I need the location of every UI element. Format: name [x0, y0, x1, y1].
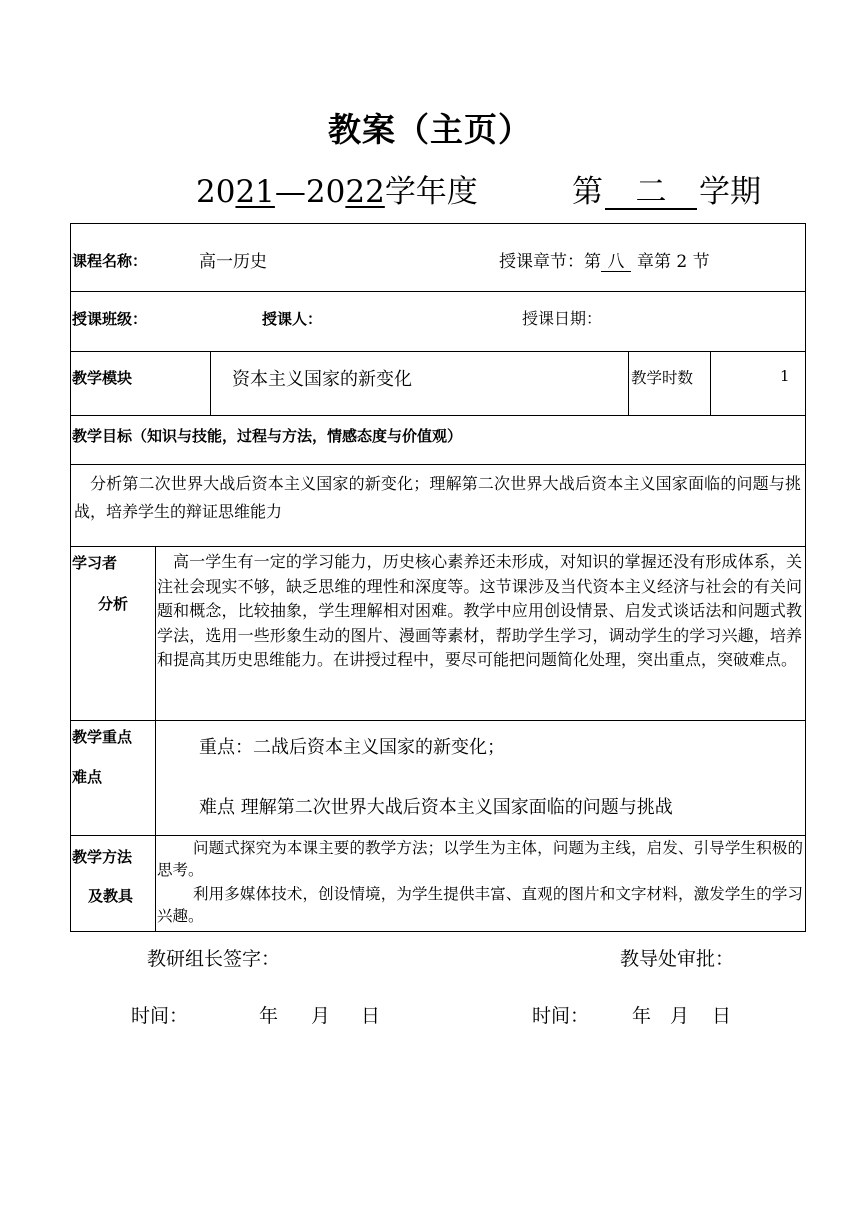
chapter-suffix: 章第 2 节 — [637, 252, 710, 272]
year-start-prefix: 20 — [196, 174, 236, 210]
column-divider — [628, 351, 629, 415]
row-divider — [70, 415, 806, 416]
hours-label: 教学时数 — [631, 369, 694, 387]
teacher-label: 授课人： — [262, 310, 323, 328]
column-divider — [710, 351, 711, 415]
time-label-left: 时间： — [131, 1005, 189, 1027]
page-title: 教案（主页） — [328, 110, 532, 149]
office-approval-label: 教导处审批： — [620, 948, 735, 970]
chapter-field — [499, 247, 710, 272]
date-label: 授课日期： — [522, 309, 603, 328]
row-divider — [70, 720, 806, 721]
methods-paragraph-2: 利用多媒体技术，创设情境，为学生提供丰富、直观的图片和文字材料，激发学生的学习兴趣。 — [157, 885, 803, 925]
table-border-top — [70, 223, 806, 224]
learner-label-line2: 分析 — [98, 595, 129, 613]
year-start-underlined: 21 — [235, 174, 275, 210]
semester — [572, 166, 761, 211]
column-divider — [210, 351, 211, 415]
learner-text: 高一学生有一定的学习能力，历史核心素养还未形成，对知识的掌握还没有形成体系，关注社会现实不够，缺乏思维的理性和深度等。这节课涉及当代资本主义经济与社会的有关问题和概念，比较抽象，学生理解相对困难。教学中应用创设情景、启发式谈话法和问题式教学法，选用一些形象生动的图片、漫画等素材，帮助学生学习，调动学生的学习兴趣，培养和提高其历史思维能力。在讲授过程中，要尽可能把问题简化处理，突出重点，突破难点。 — [157, 552, 802, 669]
course-name-value: 高一历史 — [199, 252, 267, 272]
hours-value: 1 — [780, 367, 790, 385]
methods-paragraph-1: 问题式探究为本课主要的教学方法；以学生为主体，问题为主线，启发、引导学生积极的思考。 — [157, 839, 803, 879]
year-end-prefix: 20 — [305, 174, 346, 210]
table-border-right — [805, 223, 806, 932]
academic-year — [196, 166, 478, 211]
keypoints-label-line1: 教学重点 — [72, 728, 133, 746]
objectives-text: 分析第二次世界大战后资本主义国家的新变化；理解第二次世界大战后资本主义国家面临的问题与挑战，培养学生的辩证思维能力 — [74, 474, 801, 521]
key-point-text: 重点：二战后资本主义国家的新变化； — [199, 737, 505, 758]
keypoints-label-line2: 难点 — [72, 768, 103, 786]
column-divider — [155, 720, 156, 835]
term-prefix: 第 — [572, 174, 603, 210]
year-unit-right: 年 — [632, 1005, 652, 1027]
year-suffix: 学年度 — [384, 174, 478, 210]
table-border-left — [70, 223, 71, 932]
module-value: 资本主义国家的新变化 — [232, 369, 412, 390]
year-unit-left: 年 — [259, 1005, 279, 1027]
objectives-label: 教学目标（知识与技能，过程与方法，情感态度与价值观） — [72, 427, 463, 445]
day-unit-right: 日 — [712, 1005, 732, 1027]
class-label: 授课班级： — [72, 310, 148, 328]
table-border-bottom — [70, 931, 806, 932]
row-divider — [70, 351, 806, 352]
course-name-label: 课程名称： — [72, 252, 148, 270]
methods-label-line1: 教学方法 — [72, 848, 133, 866]
term-suffix: 学期 — [699, 174, 761, 210]
row-divider — [70, 835, 806, 836]
leader-signature-label: 教研组长签字： — [147, 948, 281, 970]
row-divider — [70, 464, 806, 465]
column-divider — [155, 546, 156, 720]
time-label-right: 时间： — [532, 1005, 590, 1027]
year-end-underlined: 22 — [345, 174, 385, 210]
term-value: 二 — [605, 177, 697, 210]
month-unit-right: 月 — [670, 1005, 690, 1027]
row-divider — [70, 546, 806, 547]
day-unit-left: 日 — [361, 1005, 381, 1027]
chapter-prefix: 授课章节：第 — [499, 252, 601, 272]
column-divider — [155, 835, 156, 931]
learner-label-line1: 学习者 — [72, 554, 118, 572]
month-unit-left: 月 — [311, 1005, 331, 1027]
chapter-value: 八 — [601, 254, 631, 272]
row-divider — [70, 291, 806, 292]
difficult-point-text: 难点 理解第二次世界大战后资本主义国家面临的问题与挑战 — [199, 797, 673, 818]
module-label: 教学模块 — [72, 369, 133, 387]
methods-label-line2: 及教具 — [88, 887, 134, 905]
year-dash: — — [274, 174, 306, 210]
